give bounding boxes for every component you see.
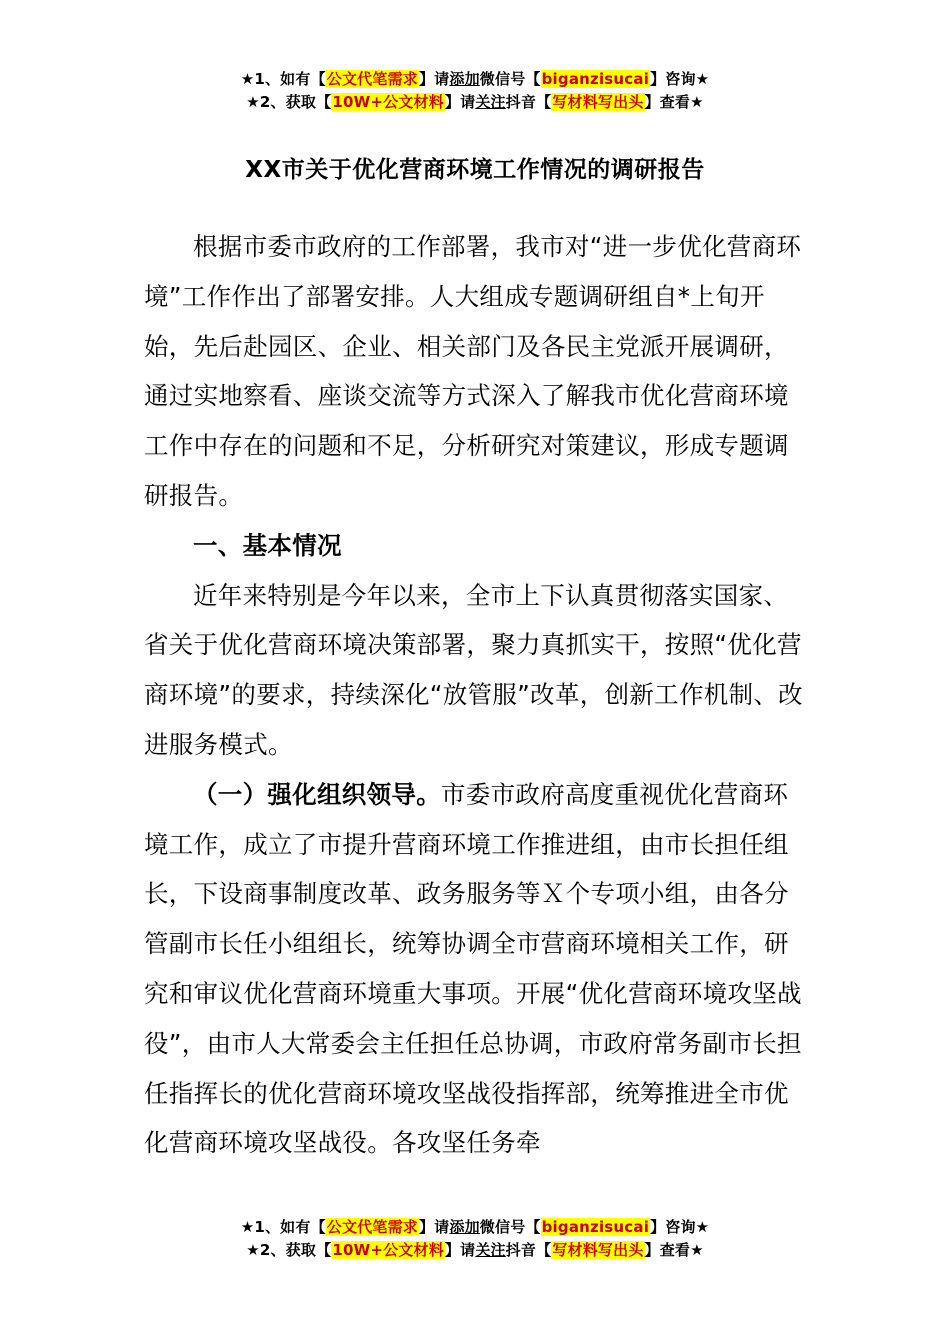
promo-underline: 添加 (449, 1218, 480, 1236)
promo-highlight: 10W+公文材料 (332, 1241, 444, 1259)
promo-text: 】查看★ (644, 93, 704, 111)
promo-line-1 (0, 1216, 950, 1239)
promo-douyin-id: 写材料写出头 (552, 1241, 644, 1259)
paragraph-organization (144, 770, 804, 1168)
promo-text: 】咨询★ (650, 70, 710, 88)
paragraph-overview: 近年来特别是今年以来，全市上下认真贯彻落实国家、省关于优化营商环境决策部署，聚力真抓实干，按照“优化营商环境”的要求，持续深化“放管服”改革，创新工作机制、改进服务模式。 (144, 580, 803, 759)
promo-highlight: 公文代笔需求 (326, 1218, 418, 1236)
promo-text: 】请 (444, 93, 476, 111)
promo-underline: 添加 (449, 70, 480, 88)
promo-text: 】请 (418, 70, 450, 88)
paragraph-organization-body: 市委市政府高度重视优化营商环境工作，成立了市提升营商环境工作推进组，由市长担任组长，下设商事制度改革、政务服务等Ｘ个专项小组，由各分管副市长任小组组长，统筹协调全市营商环境相关工作，研究和审议优化营商环境重大事项。开展“优化营商环境攻坚战役”，由市人大常委会主任担任总协调，市政府常务副市长担任指挥长的优化营商环境攻坚战役指挥部，统筹推进全市优化营商环境攻坚战役。各攻坚任务牵 (144, 779, 802, 1158)
promo-text: ★1、如有【 (240, 70, 326, 88)
section-heading-basic-situation: 一、基本情况 (193, 530, 342, 560)
promo-line-2 (0, 1239, 950, 1262)
promo-wechat-id: biganzisucai (541, 1218, 650, 1236)
document-title: XX市关于优化营商环境工作情况的调研报告 (245, 157, 705, 183)
header-promo-banner (0, 68, 950, 114)
promo-text: ★2、获取【 (246, 93, 332, 111)
subheading-organization: （一）强化组织领导。 (193, 779, 441, 809)
promo-text: 微信号【 (479, 1218, 541, 1236)
promo-text: 】请 (418, 1218, 450, 1236)
promo-wechat-id: biganzisucai (541, 70, 650, 88)
promo-text: 抖音【 (505, 1241, 552, 1259)
promo-underline: 关注 (475, 1241, 506, 1259)
paragraph-intro: 根据市委市政府的工作部署，我市对“进一步优化营商环境”工作作出了部署安排。人大组成专题调研组自*上旬开始，先后赴园区、企业、相关部门及各民主党派开展调研，通过实地察看、座谈交流等方式深入了解我市优化营商环境工作中存在的问题和不足，分析研究对策建议，形成专题调研报告。 (144, 232, 802, 510)
promo-text: 抖音【 (505, 93, 552, 111)
promo-line-1 (0, 68, 950, 91)
promo-text: ★1、如有【 (240, 1218, 326, 1236)
promo-text: ★2、获取【 (246, 1241, 332, 1259)
promo-highlight: 10W+公文材料 (332, 93, 444, 111)
footer-promo-banner (0, 1216, 950, 1262)
promo-douyin-id: 写材料写出头 (552, 93, 644, 111)
document-body (144, 222, 804, 1168)
promo-text: 】咨询★ (650, 1218, 710, 1236)
promo-text: 微信号【 (479, 70, 541, 88)
promo-underline: 关注 (475, 93, 506, 111)
promo-text: 】请 (444, 1241, 476, 1259)
promo-line-2 (0, 91, 950, 114)
promo-highlight: 公文代笔需求 (326, 70, 418, 88)
promo-text: 】查看★ (644, 1241, 704, 1259)
